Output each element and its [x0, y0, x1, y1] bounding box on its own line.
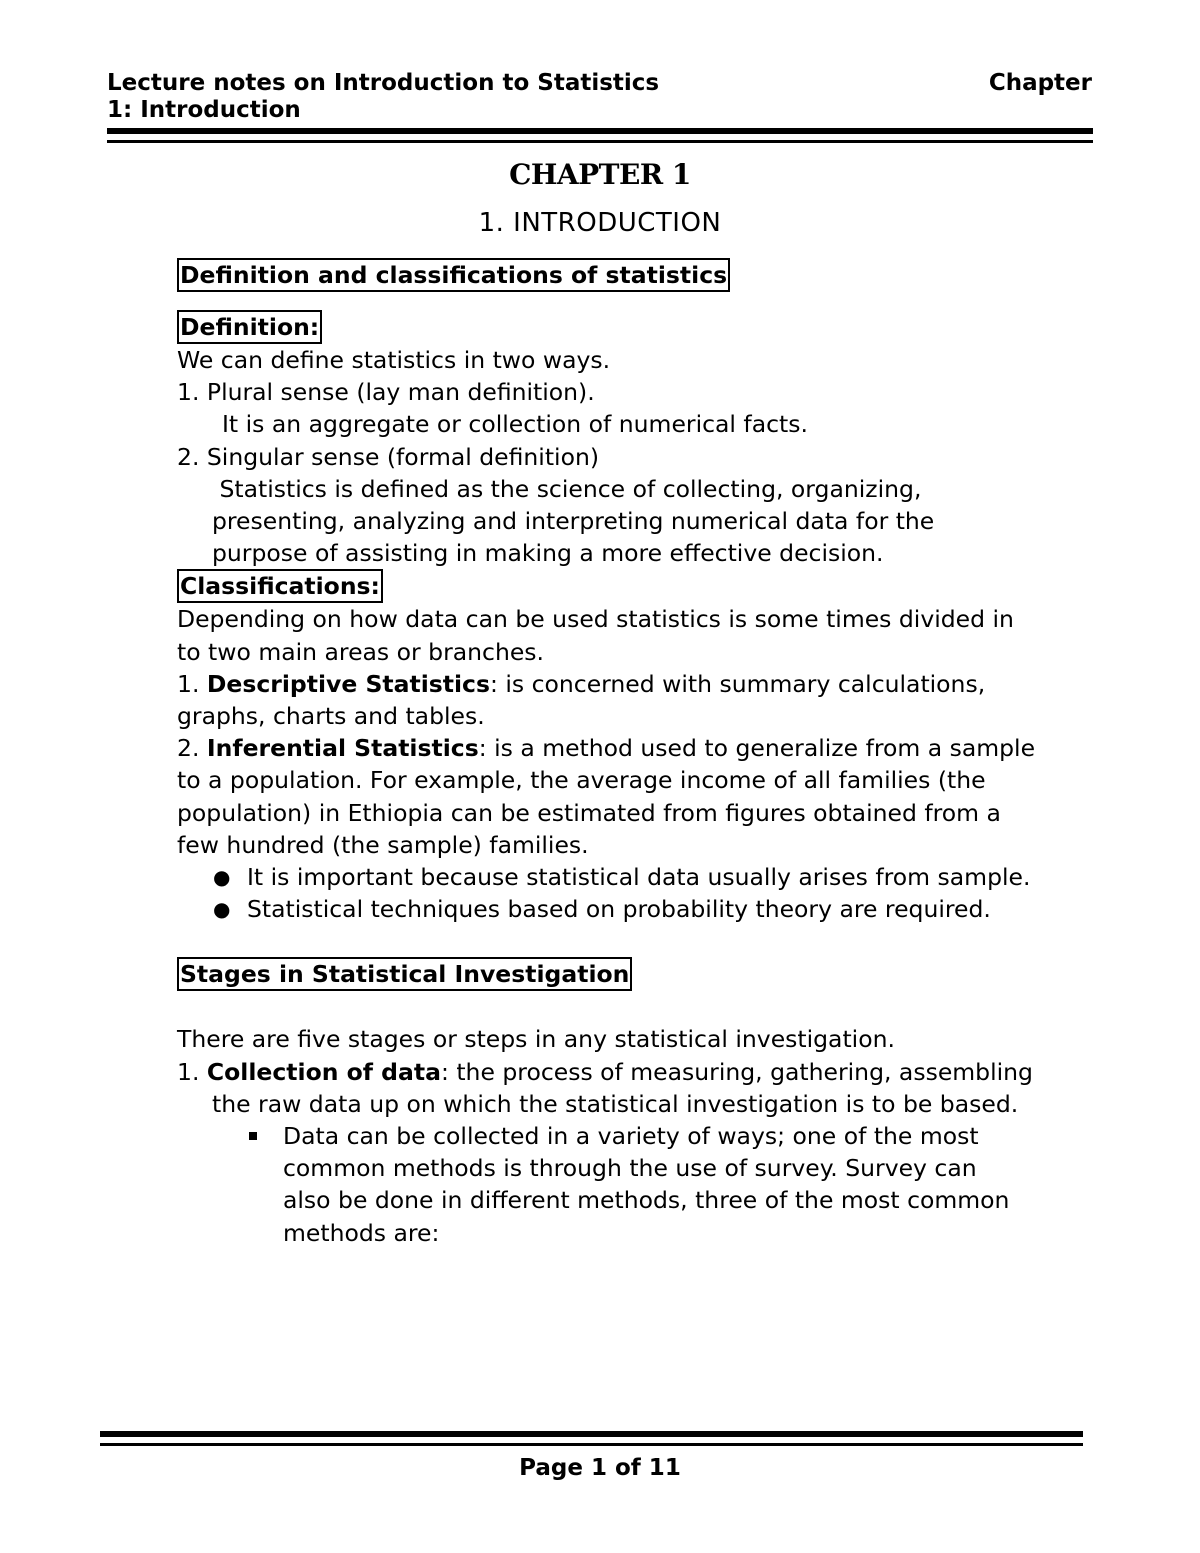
footer-rule-thick — [100, 1431, 1083, 1437]
bullet-icon: ● — [213, 865, 231, 890]
footer-rule-thin — [100, 1443, 1083, 1446]
definition-item-2: 2. Singular sense (formal definition) — [177, 442, 600, 471]
running-header — [107, 70, 1092, 124]
chapter-title: CHAPTER 1 — [509, 158, 691, 191]
stages-intro: There are five stages or steps in any statistical investigation. — [177, 1025, 895, 1054]
definition-item-1: 1. Plural sense (lay man definition). — [177, 378, 595, 407]
term-collection: Collection of data — [206, 1057, 441, 1086]
page-body — [177, 258, 1037, 1249]
classification-item-1: 1. Descriptive Statistics: is concerned with summary calculations, graphs, charts and tables. — [177, 669, 986, 731]
page-number: Page 1 of 11 — [519, 1455, 681, 1481]
definition-intro: We can define statistics in two ways. — [177, 346, 611, 374]
bullet-icon: ● — [213, 897, 231, 922]
section-title: 1. INTRODUCTION — [478, 208, 722, 238]
term-descriptive: Descriptive Statistics — [206, 669, 490, 698]
header-chapter: Chapter — [988, 70, 1092, 96]
header-rule-thin — [107, 140, 1093, 143]
header-title: Lecture notes on Introduction to Statistics — [107, 70, 660, 96]
classifications-intro: Depending on how data can be used statistics is some times divided in to two main areas or branches. — [177, 605, 1014, 666]
term-inferential: Inferential Statistics — [206, 734, 479, 763]
heading-classifications: Classifications: — [177, 569, 383, 603]
list-item: Data can be collected in a variety of ways; one of the most common methods is through the use of survey. Survey can also be done in different methods, three of the most common methods are: — [177, 1120, 1037, 1249]
definition-item-2-desc: Statistics is defined as the science of collecting, organizing, presenting, analyzing and interpreting numerical data for the purpose of assisting in making a more effective decision. — [212, 474, 935, 568]
header-subtitle: 1: Introduction — [107, 97, 301, 123]
header-rule-thick — [107, 128, 1093, 134]
list-item: ● It is important because statistical data usually arises from sample. — [177, 861, 1037, 893]
heading-stages: Stages in Statistical Investigation — [177, 957, 632, 991]
list-item: ● Statistical techniques based on probability theory are required. — [177, 893, 1037, 925]
heading-definition-classifications: Definition and classifications of statistics — [177, 258, 730, 292]
heading-definition: Definition: — [177, 310, 322, 344]
definition-item-1-desc: It is an aggregate or collection of numerical facts. — [222, 410, 808, 439]
classification-item-2: 2. Inferential Statistics: is a method used to generalize from a sample to a population. For example, the average income of all families (the population) in Ethiopia can be estimated from figures obtained from a few hundred (the sample) families. — [177, 734, 1036, 859]
square-bullet-icon — [249, 1132, 257, 1140]
stage-item-1: 1. Collection of data: the process of measuring, gathering, assembling the raw data up on which the statistical investigation is to be based. — [177, 1057, 1033, 1118]
